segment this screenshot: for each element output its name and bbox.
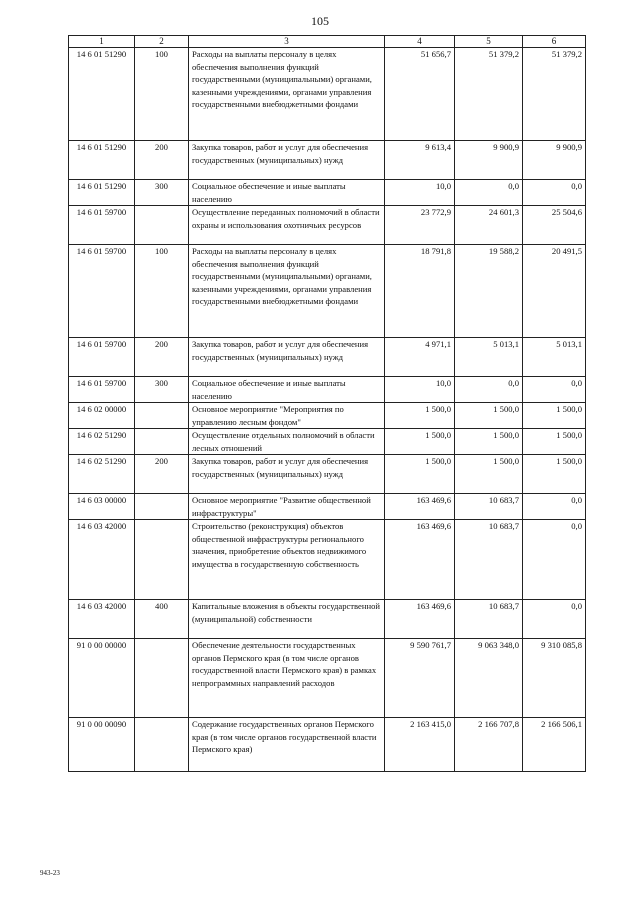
cell-value-2: 1 500,0 bbox=[455, 455, 523, 494]
cell-name: Расходы на выплаты персоналу в целях обеспечения выполнения функций государственными (муниципальными) органами, казенными учреждениями, органами управления государственными внебюджетными фондами bbox=[189, 245, 385, 338]
page-number: 105 bbox=[311, 14, 329, 28]
cell-expense-type bbox=[135, 403, 189, 429]
column-header: 1 bbox=[69, 36, 135, 48]
footer-document-code: 943-23 bbox=[40, 869, 60, 877]
cell-name: Основное мероприятие "Мероприятия по управлению лесным фондом" bbox=[189, 403, 385, 429]
cell-code: 14 6 01 59700 bbox=[69, 206, 135, 245]
cell-name: Осуществление отдельных полномочий в области лесных отношений bbox=[189, 429, 385, 455]
cell-name: Обеспечение деятельности государственных органов Пермского края (в том числе органов государственной власти Пермского края) в рамках непрограммных направлений расходов bbox=[189, 639, 385, 718]
cell-code: 14 6 01 59700 bbox=[69, 245, 135, 338]
cell-value-1: 10,0 bbox=[385, 377, 455, 403]
table-row bbox=[69, 206, 586, 245]
cell-value-3: 0,0 bbox=[523, 494, 586, 520]
column-header: 4 bbox=[385, 36, 455, 48]
column-header: 5 bbox=[455, 36, 523, 48]
cell-expense-type: 200 bbox=[135, 455, 189, 494]
cell-name: Закупка товаров, работ и услуг для обеспечения государственных (муниципальных) нужд bbox=[189, 141, 385, 180]
table-row bbox=[69, 180, 586, 206]
cell-value-1: 1 500,0 bbox=[385, 455, 455, 494]
cell-value-3: 5 013,1 bbox=[523, 338, 586, 377]
cell-expense-type bbox=[135, 206, 189, 245]
cell-value-1: 51 656,7 bbox=[385, 48, 455, 141]
cell-expense-type bbox=[135, 494, 189, 520]
cell-name: Содержание государственных органов Пермского края (в том числе органов государственной власти Пермского края) bbox=[189, 718, 385, 772]
cell-code: 91 0 00 00090 bbox=[69, 718, 135, 772]
cell-name: Социальное обеспечение и иные выплаты населению bbox=[189, 180, 385, 206]
cell-value-1: 10,0 bbox=[385, 180, 455, 206]
cell-code: 14 6 01 51290 bbox=[69, 48, 135, 141]
cell-code: 14 6 02 51290 bbox=[69, 455, 135, 494]
cell-expense-type: 400 bbox=[135, 600, 189, 639]
table-row bbox=[69, 718, 586, 772]
cell-name: Социальное обеспечение и иные выплаты населению bbox=[189, 377, 385, 403]
cell-name: Основное мероприятие "Развитие общественной инфраструктуры" bbox=[189, 494, 385, 520]
table-row bbox=[69, 520, 586, 600]
cell-value-3: 1 500,0 bbox=[523, 429, 586, 455]
cell-value-3: 0,0 bbox=[523, 520, 586, 600]
cell-expense-type bbox=[135, 718, 189, 772]
cell-value-1: 163 469,6 bbox=[385, 600, 455, 639]
cell-value-3: 9 310 085,8 bbox=[523, 639, 586, 718]
table-row bbox=[69, 600, 586, 639]
cell-code: 14 6 03 42000 bbox=[69, 520, 135, 600]
table-row bbox=[69, 141, 586, 180]
cell-value-1: 9 613,4 bbox=[385, 141, 455, 180]
column-header: 2 bbox=[135, 36, 189, 48]
cell-value-3: 1 500,0 bbox=[523, 455, 586, 494]
cell-value-3: 0,0 bbox=[523, 600, 586, 639]
cell-value-3: 0,0 bbox=[523, 180, 586, 206]
cell-name: Осуществление переданных полномочий в области охраны и использования охотничьих ресурсов bbox=[189, 206, 385, 245]
cell-value-3: 51 379,2 bbox=[523, 48, 586, 141]
cell-code: 14 6 02 51290 bbox=[69, 429, 135, 455]
cell-value-2: 0,0 bbox=[455, 377, 523, 403]
cell-value-1: 163 469,6 bbox=[385, 494, 455, 520]
cell-code: 14 6 01 51290 bbox=[69, 180, 135, 206]
table-row bbox=[69, 377, 586, 403]
cell-value-2: 1 500,0 bbox=[455, 403, 523, 429]
table-row bbox=[69, 48, 586, 141]
cell-expense-type: 100 bbox=[135, 48, 189, 141]
cell-value-2: 19 588,2 bbox=[455, 245, 523, 338]
cell-expense-type: 300 bbox=[135, 180, 189, 206]
table-row bbox=[69, 429, 586, 455]
cell-value-2: 2 166 707,8 bbox=[455, 718, 523, 772]
cell-value-1: 4 971,1 bbox=[385, 338, 455, 377]
cell-code: 14 6 03 42000 bbox=[69, 600, 135, 639]
cell-expense-type bbox=[135, 429, 189, 455]
cell-name: Строительство (реконструкция) объектов общественной инфраструктуры регионального значения, приобретение объектов недвижимого имущества в государственную собственность bbox=[189, 520, 385, 600]
cell-name: Расходы на выплаты персоналу в целях обеспечения выполнения функций государственными (муниципальными) органами, казенными учреждениями, органами управления государственными внебюджетными фондами bbox=[189, 48, 385, 141]
cell-value-1: 1 500,0 bbox=[385, 403, 455, 429]
cell-code: 14 6 01 51290 bbox=[69, 141, 135, 180]
cell-code: 14 6 03 00000 bbox=[69, 494, 135, 520]
cell-expense-type bbox=[135, 520, 189, 600]
table-row bbox=[69, 639, 586, 718]
cell-code: 14 6 02 00000 bbox=[69, 403, 135, 429]
column-header: 3 bbox=[189, 36, 385, 48]
cell-code: 14 6 01 59700 bbox=[69, 377, 135, 403]
budget-table bbox=[68, 35, 586, 772]
cell-value-2: 9 063 348,0 bbox=[455, 639, 523, 718]
table-row bbox=[69, 455, 586, 494]
cell-expense-type: 200 bbox=[135, 338, 189, 377]
cell-value-1: 9 590 761,7 bbox=[385, 639, 455, 718]
cell-name: Закупка товаров, работ и услуг для обеспечения государственных (муниципальных) нужд bbox=[189, 338, 385, 377]
cell-value-3: 2 166 506,1 bbox=[523, 718, 586, 772]
table-row bbox=[69, 338, 586, 377]
cell-code: 14 6 01 59700 bbox=[69, 338, 135, 377]
cell-value-1: 163 469,6 bbox=[385, 520, 455, 600]
cell-value-1: 2 163 415,0 bbox=[385, 718, 455, 772]
cell-name: Закупка товаров, работ и услуг для обеспечения государственных (муниципальных) нужд bbox=[189, 455, 385, 494]
cell-value-3: 1 500,0 bbox=[523, 403, 586, 429]
cell-value-3: 20 491,5 bbox=[523, 245, 586, 338]
cell-expense-type bbox=[135, 639, 189, 718]
column-header: 6 bbox=[523, 36, 586, 48]
cell-value-2: 1 500,0 bbox=[455, 429, 523, 455]
cell-name: Капитальные вложения в объекты государственной (муниципальной) собственности bbox=[189, 600, 385, 639]
cell-value-1: 23 772,9 bbox=[385, 206, 455, 245]
cell-value-3: 25 504,6 bbox=[523, 206, 586, 245]
table-row bbox=[69, 494, 586, 520]
cell-value-2: 10 683,7 bbox=[455, 494, 523, 520]
cell-value-2: 5 013,1 bbox=[455, 338, 523, 377]
cell-expense-type: 100 bbox=[135, 245, 189, 338]
cell-value-1: 18 791,8 bbox=[385, 245, 455, 338]
cell-value-2: 0,0 bbox=[455, 180, 523, 206]
cell-value-2: 9 900,9 bbox=[455, 141, 523, 180]
cell-expense-type: 300 bbox=[135, 377, 189, 403]
cell-expense-type: 200 bbox=[135, 141, 189, 180]
cell-value-2: 10 683,7 bbox=[455, 520, 523, 600]
cell-value-2: 10 683,7 bbox=[455, 600, 523, 639]
cell-value-3: 0,0 bbox=[523, 377, 586, 403]
cell-value-1: 1 500,0 bbox=[385, 429, 455, 455]
cell-value-2: 24 601,3 bbox=[455, 206, 523, 245]
table-header-row bbox=[69, 36, 586, 48]
cell-value-3: 9 900,9 bbox=[523, 141, 586, 180]
table-row bbox=[69, 403, 586, 429]
cell-code: 91 0 00 00000 bbox=[69, 639, 135, 718]
table-row bbox=[69, 245, 586, 338]
cell-value-2: 51 379,2 bbox=[455, 48, 523, 141]
